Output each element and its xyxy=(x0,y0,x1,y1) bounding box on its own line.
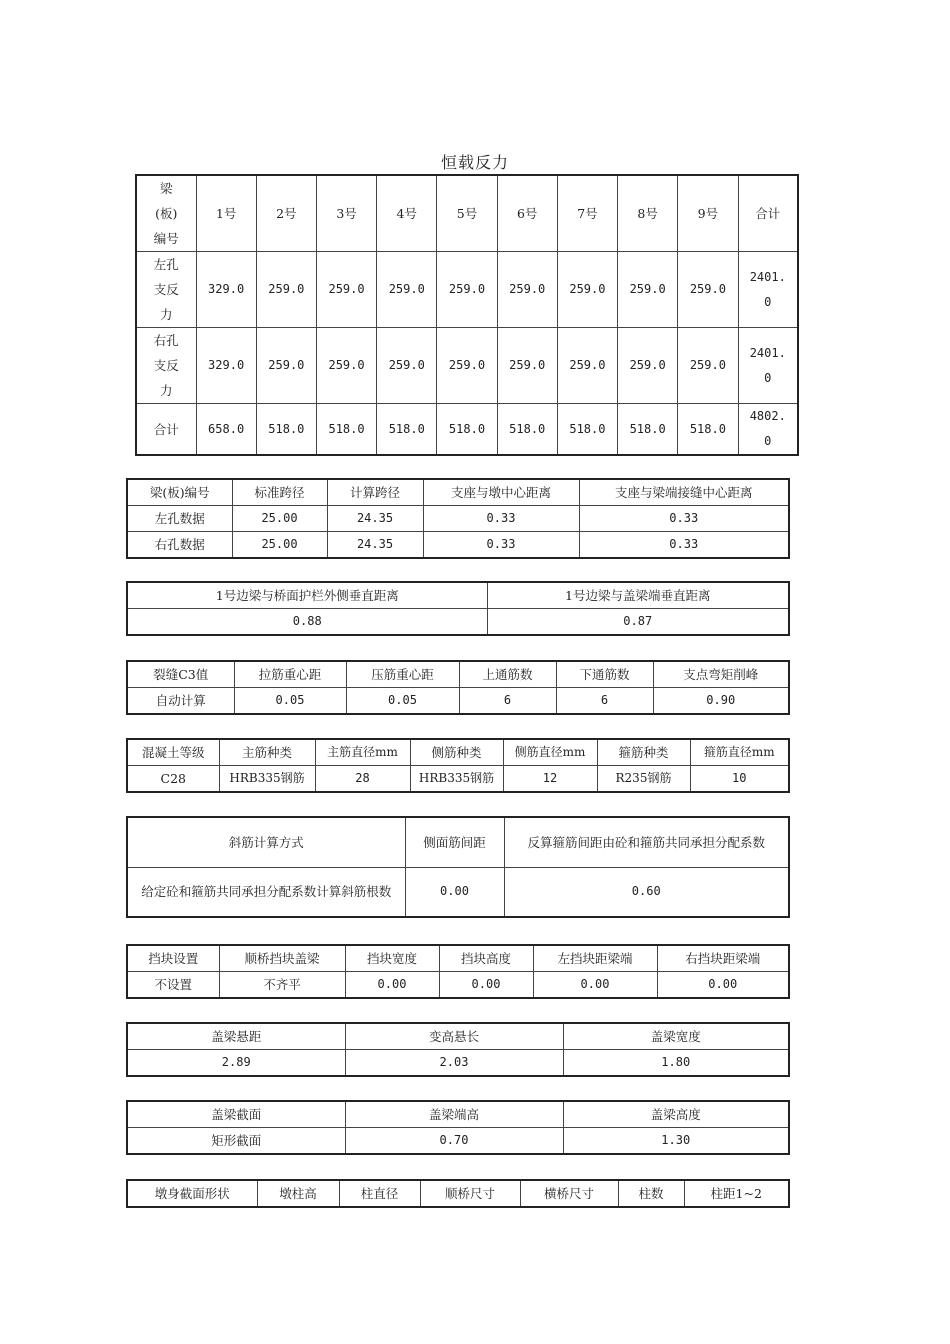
cell: 518.0 xyxy=(316,404,376,456)
header-cell: 挡块高度 xyxy=(439,945,533,972)
header-cell: 右挡块距梁端 xyxy=(657,945,789,972)
header-cell: 混凝土等级 xyxy=(127,739,219,766)
cell: 0.88 xyxy=(127,609,487,636)
cell: 0.05 xyxy=(346,688,459,715)
header-cell: 顺桥尺寸 xyxy=(420,1180,520,1207)
header-cell: 计算跨径 xyxy=(327,479,423,506)
diagonal-table xyxy=(126,816,790,918)
table-row xyxy=(136,328,798,404)
header-cell: 标准跨径 xyxy=(232,479,327,506)
header-cell: 5号 xyxy=(437,175,497,252)
cell: 10 xyxy=(690,766,789,793)
cell: 给定砼和箍筋共同承担分配系数计算斜筋根数 xyxy=(127,867,405,917)
cell: 0.00 xyxy=(405,867,504,917)
header-cell: 顺桥挡块盖梁 xyxy=(219,945,345,972)
header-cell: 斜筋计算方式 xyxy=(127,817,405,867)
cell: 259.0 xyxy=(377,252,437,328)
cell: 658.0 xyxy=(196,404,256,456)
cell: 24.35 xyxy=(327,506,423,532)
header-cell: 盖梁端高 xyxy=(345,1101,563,1128)
cell: 259.0 xyxy=(618,252,678,328)
header-cell: 支座与梁端接缝中心距离 xyxy=(579,479,789,506)
header-cell: 侧筋直径mm xyxy=(503,739,597,766)
cell: 0.60 xyxy=(504,867,789,917)
header-cell: 盖梁宽度 xyxy=(563,1023,789,1050)
table-header-row xyxy=(127,739,789,766)
cell: 0.00 xyxy=(533,972,657,999)
table-row xyxy=(127,867,789,917)
header-cell: 支点弯矩削峰 xyxy=(653,661,789,688)
cell: C28 xyxy=(127,766,219,793)
cell: 329.0 xyxy=(196,328,256,404)
cell: 259.0 xyxy=(497,252,557,328)
cell: 2.03 xyxy=(345,1050,563,1077)
cell: 25.00 xyxy=(232,532,327,559)
cell: 259.0 xyxy=(618,328,678,404)
cell: 259.0 xyxy=(437,328,497,404)
row-label: 合计 xyxy=(136,404,196,456)
header-cell: 6号 xyxy=(497,175,557,252)
cell: 25.00 xyxy=(232,506,327,532)
table-header-row xyxy=(136,175,798,252)
header-cell: 梁(板)编号 xyxy=(136,175,196,252)
cell: 0.33 xyxy=(423,532,579,559)
cell: 6 xyxy=(459,688,556,715)
header-cell: 9号 xyxy=(678,175,738,252)
header-cell: 盖梁截面 xyxy=(127,1101,345,1128)
header-cell: 左挡块距梁端 xyxy=(533,945,657,972)
cell: 518.0 xyxy=(618,404,678,456)
header-cell: 1号边梁与盖梁端垂直距离 xyxy=(487,582,789,609)
reaction-table xyxy=(135,174,799,456)
cell: 1.80 xyxy=(563,1050,789,1077)
cell: 0.00 xyxy=(345,972,439,999)
header-cell: 变高悬长 xyxy=(345,1023,563,1050)
header-cell: 箍筋直径mm xyxy=(690,739,789,766)
cell: 259.0 xyxy=(316,252,376,328)
header-cell: 梁(板)编号 xyxy=(127,479,232,506)
table-header-row xyxy=(127,1101,789,1128)
cell: 518.0 xyxy=(437,404,497,456)
header-cell: 柱距1~2 xyxy=(684,1180,789,1207)
table-row xyxy=(136,404,798,456)
table-row xyxy=(127,506,789,532)
cell: 518.0 xyxy=(497,404,557,456)
cell: HRB335钢筋 xyxy=(219,766,315,793)
cell: 不齐平 xyxy=(219,972,345,999)
cell: 0.90 xyxy=(653,688,789,715)
cell: 不设置 xyxy=(127,972,219,999)
header-cell: 8号 xyxy=(618,175,678,252)
cell: 259.0 xyxy=(256,252,316,328)
cell: 2401.0 xyxy=(738,252,798,328)
cell: HRB335钢筋 xyxy=(410,766,503,793)
cell: 259.0 xyxy=(557,252,617,328)
cell: 259.0 xyxy=(497,328,557,404)
header-cell: 支座与墩中心距离 xyxy=(423,479,579,506)
cell: R235钢筋 xyxy=(597,766,690,793)
cell: 6 xyxy=(556,688,653,715)
cell: 259.0 xyxy=(256,328,316,404)
header-cell: 3号 xyxy=(316,175,376,252)
cap-dimension-table xyxy=(126,1022,790,1077)
cell: 518.0 xyxy=(557,404,617,456)
cell: 329.0 xyxy=(196,252,256,328)
cell: 518.0 xyxy=(256,404,316,456)
cell: 0.33 xyxy=(579,506,789,532)
cell: 1.30 xyxy=(563,1128,789,1155)
table-header-row xyxy=(127,1180,789,1207)
table-header-row xyxy=(127,661,789,688)
header-cell: 2号 xyxy=(256,175,316,252)
cell: 259.0 xyxy=(678,252,738,328)
header-cell: 侧筋种类 xyxy=(410,739,503,766)
cell: 0.70 xyxy=(345,1128,563,1155)
header-cell: 墩柱高 xyxy=(257,1180,339,1207)
span-table xyxy=(126,478,790,559)
header-cell: 合计 xyxy=(738,175,798,252)
cell: 12 xyxy=(503,766,597,793)
cell: 0.87 xyxy=(487,609,789,636)
header-cell: 1号边梁与桥面护栏外侧垂直距离 xyxy=(127,582,487,609)
table-row xyxy=(127,532,789,559)
row-label: 右孔支反力 xyxy=(136,328,196,404)
table-row xyxy=(136,252,798,328)
crack-table xyxy=(126,660,790,715)
cell: 自动计算 xyxy=(127,688,234,715)
table-header-row xyxy=(127,945,789,972)
header-cell: 压筋重心距 xyxy=(346,661,459,688)
row-label: 左孔数据 xyxy=(127,506,232,532)
header-cell: 箍筋种类 xyxy=(597,739,690,766)
cell: 518.0 xyxy=(678,404,738,456)
cell: 0.05 xyxy=(234,688,346,715)
table-header-row xyxy=(127,582,789,609)
header-cell: 1号 xyxy=(196,175,256,252)
edge-table xyxy=(126,581,790,636)
cell: 28 xyxy=(315,766,410,793)
cell: 518.0 xyxy=(377,404,437,456)
header-cell: 柱数 xyxy=(618,1180,684,1207)
cell: 259.0 xyxy=(377,328,437,404)
header-cell: 盖梁悬距 xyxy=(127,1023,345,1050)
cap-section-table xyxy=(126,1100,790,1155)
row-label: 右孔数据 xyxy=(127,532,232,559)
header-cell: 下通筋数 xyxy=(556,661,653,688)
header-cell: 墩身截面形状 xyxy=(127,1180,257,1207)
header-cell: 主筋种类 xyxy=(219,739,315,766)
cell: 2.89 xyxy=(127,1050,345,1077)
cell: 2401.0 xyxy=(738,328,798,404)
header-cell: 7号 xyxy=(557,175,617,252)
header-cell: 反算箍筋间距由砼和箍筋共同承担分配系数 xyxy=(504,817,789,867)
row-label: 左孔支反力 xyxy=(136,252,196,328)
cell: 4802.0 xyxy=(738,404,798,456)
cell: 24.35 xyxy=(327,532,423,559)
cell: 矩形截面 xyxy=(127,1128,345,1155)
cell: 0.33 xyxy=(423,506,579,532)
material-table xyxy=(126,738,790,793)
block-table xyxy=(126,944,790,999)
cell: 0.00 xyxy=(657,972,789,999)
header-cell: 横桥尺寸 xyxy=(520,1180,618,1207)
table-row xyxy=(127,766,789,793)
page-title: 恒载反力 xyxy=(440,153,509,172)
table-header-row xyxy=(127,479,789,506)
cell: 0.33 xyxy=(579,532,789,559)
table-row xyxy=(127,1128,789,1155)
header-cell: 上通筋数 xyxy=(459,661,556,688)
cell: 259.0 xyxy=(437,252,497,328)
header-cell: 侧面筋间距 xyxy=(405,817,504,867)
table-row xyxy=(127,609,789,636)
header-cell: 挡块设置 xyxy=(127,945,219,972)
header-cell: 主筋直径mm xyxy=(315,739,410,766)
table-header-row xyxy=(127,1023,789,1050)
header-cell: 盖梁高度 xyxy=(563,1101,789,1128)
header-cell: 4号 xyxy=(377,175,437,252)
header-cell: 拉筋重心距 xyxy=(234,661,346,688)
cell: 259.0 xyxy=(316,328,376,404)
table-header-row xyxy=(127,817,789,867)
table-row xyxy=(127,688,789,715)
cell: 259.0 xyxy=(678,328,738,404)
header-cell: 裂缝C3值 xyxy=(127,661,234,688)
header-cell: 挡块宽度 xyxy=(345,945,439,972)
pier-table xyxy=(126,1179,790,1208)
table-row xyxy=(127,1050,789,1077)
cell: 259.0 xyxy=(557,328,617,404)
cell: 0.00 xyxy=(439,972,533,999)
table-row xyxy=(127,972,789,999)
header-cell: 柱直径 xyxy=(339,1180,420,1207)
